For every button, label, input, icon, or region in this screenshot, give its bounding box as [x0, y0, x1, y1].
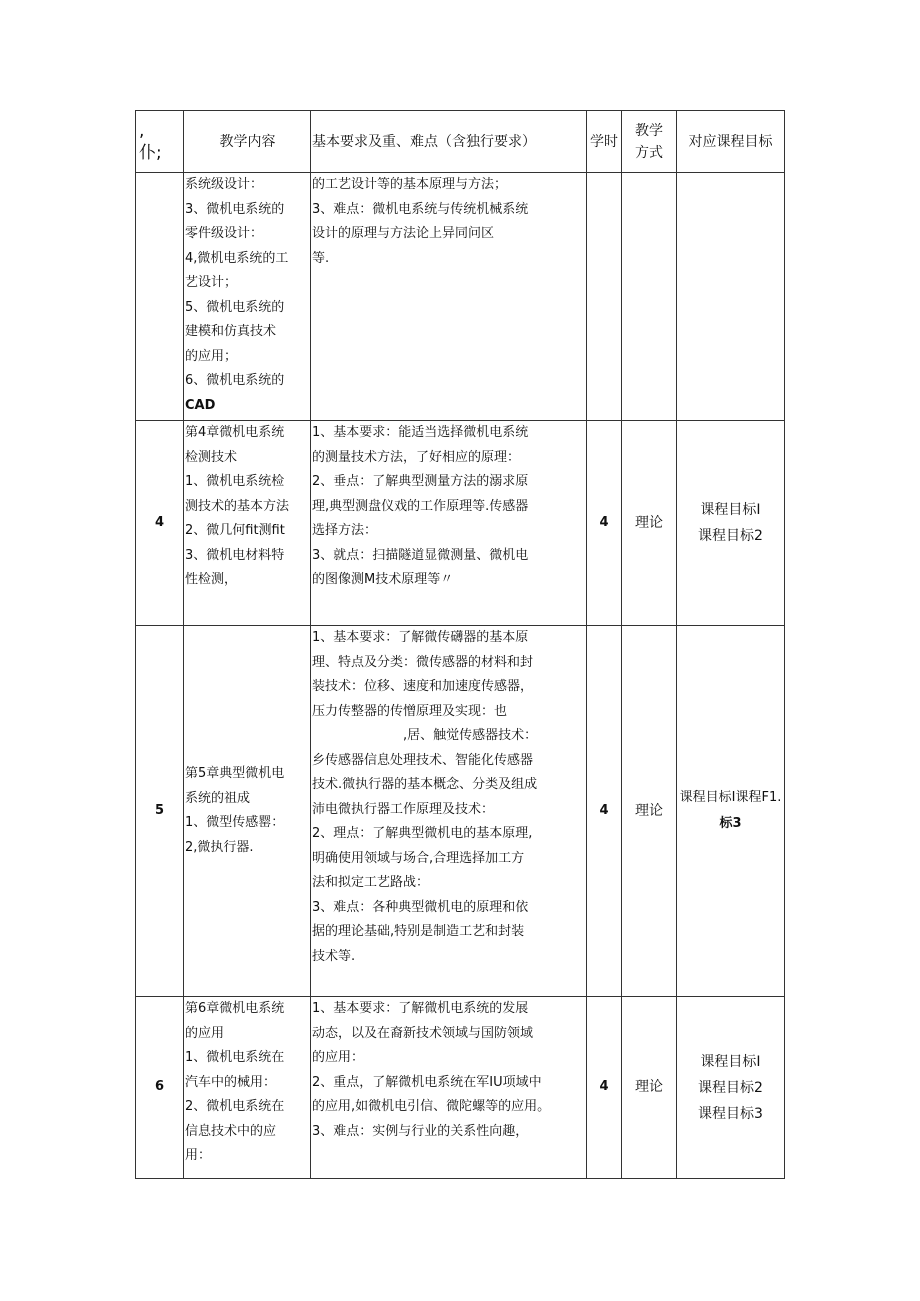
table-row [136, 421, 785, 626]
content-line: 5、微机电系统的 [185, 299, 285, 315]
row-requirements [311, 626, 587, 997]
header-chapter-cell [136, 111, 184, 173]
header-content: 教学内容 [184, 111, 311, 173]
content-line: 的应用； [185, 348, 238, 364]
content-line: 性检测， [185, 572, 238, 587]
requirement-line: 2、重点，了解微机电系统在军IU项域中 [312, 1074, 542, 1090]
requirement-line: 据的理论基础,特别是制造工艺和封装 [312, 924, 525, 939]
requirement-line: 的图像测M技术原理等〃 [312, 572, 454, 587]
requirement-line: 压力传整器的传憎原理及实现：也 [312, 703, 508, 719]
syllabus-table [135, 110, 785, 1179]
requirement-line: 理,典型测盘仪戏的工作原理等.传感器 [312, 498, 529, 514]
content-line: 2,微执行器. [185, 839, 254, 855]
header-goals: 对应课程目标 [677, 111, 785, 173]
content-line: 2、微机电系统在 [185, 1099, 285, 1114]
requirement-line: 的工艺设计等的基本原理与方法； [312, 177, 508, 192]
content-line: 检测技术 [185, 449, 238, 465]
row-number: 6 [136, 997, 184, 1179]
content-line: 第5章典型微机电 [185, 766, 285, 781]
requirement-line: 理、特点及分类：微传感器的材料和封 [312, 654, 534, 670]
header-requirements: 基本要求及重、难点（含独行要求） [311, 111, 587, 173]
table-row [136, 173, 785, 421]
content-line: 艺设计； [185, 275, 238, 290]
row-content [184, 421, 311, 626]
requirement-line: 2、垂点：了解典型测量方法的溺求原 [312, 474, 529, 489]
requirement-line: 乡传感器信息处理技术、智能化传感器 [312, 752, 534, 768]
table-row [136, 997, 785, 1179]
requirement-line: 装技术：位移、速度和加速度传感器， [312, 679, 534, 694]
requirement-line: 明确使用领域与场合,合理选择加工方 [312, 850, 525, 866]
content-line: 4,微机电系统的工 [185, 250, 289, 266]
requirement-line: 2、理点：了解典型微机电的基本原理, [312, 826, 533, 841]
content-line: 3、微机电系统的 [185, 201, 285, 217]
row-goals [677, 997, 785, 1179]
table-header-row [136, 111, 785, 173]
requirement-line: 3、就点：扫描隧道显微测量、微机电 [312, 547, 529, 563]
content-line: 1、微型传感罂： [185, 815, 285, 830]
content-line: 系统的祖成 [185, 790, 251, 806]
row-number: 4 [136, 421, 184, 626]
row-method: 理论 [622, 997, 677, 1179]
content-line: 2、微几何fit测fit [185, 523, 285, 538]
content-line: 1、微机电系统检 [185, 474, 285, 489]
content-line: 用： [185, 1148, 212, 1163]
requirement-line: 等. [312, 250, 330, 266]
requirement-line: 的应用： [312, 1050, 365, 1065]
requirement-line: 技术.微执行器的基本概念、分类及组成 [312, 777, 538, 792]
content-line: 6、微机电系统的 [185, 373, 285, 388]
goal-label: 课程目标I课程F1. [679, 790, 782, 805]
content-line: 第4章微机电系统 [185, 425, 285, 440]
header-hours: 学时 [587, 111, 622, 173]
row-requirements [311, 997, 587, 1179]
row-requirements [311, 421, 587, 626]
header-method-line1: 教学 [635, 122, 663, 139]
goal-label: 课程目标2 [698, 1079, 763, 1096]
requirement-line: 的测量技术方法，了好相应的原理： [312, 449, 521, 465]
row-method [622, 173, 677, 421]
row-goals [677, 173, 785, 421]
content-line: 建模和仿真技术 [185, 324, 277, 339]
row-content [184, 997, 311, 1179]
requirement-line: 法和拟定工艺路战： [312, 875, 430, 890]
requirement-line: 选择方法： [312, 523, 378, 538]
content-line: 的应用 [185, 1025, 225, 1041]
content-line: 1、微机电系统在 [185, 1050, 285, 1065]
requirement-line: 沛电微执行器工作原理及技术： [312, 801, 495, 817]
content-line: 第6章微机电系统 [185, 1001, 285, 1016]
goal-label: 课程目标I [700, 1053, 761, 1070]
content-line: 信息技术中的应 [185, 1123, 277, 1139]
row-hours: 4 [587, 997, 622, 1179]
row-number [136, 173, 184, 421]
header-method-line2: 方式 [635, 144, 663, 161]
requirement-line: 3、难点：实例与行业的关系性向趣， [312, 1123, 529, 1139]
requirement-line: 3、难点：微机电系统与传统机械系统 [312, 201, 529, 217]
content-line: 3、微机电材料特 [185, 547, 285, 563]
header-chapter-line1: , [139, 120, 145, 141]
row-hours: 4 [587, 626, 622, 997]
goal-label: 标3 [719, 816, 742, 831]
row-hours: 4 [587, 421, 622, 626]
row-goals [677, 421, 785, 626]
row-method: 理论 [622, 626, 677, 997]
row-number: 5 [136, 626, 184, 997]
requirement-line: 技术等. [312, 948, 356, 964]
row-method: 理论 [622, 421, 677, 626]
content-line: 零件级设计： [185, 226, 264, 241]
content-line: 测技术的基本方法 [185, 498, 290, 514]
row-content [184, 173, 311, 421]
requirement-line: 1、基本要求：能适当选择微机电系统 [312, 425, 529, 440]
content-line: 系统级设计： [185, 177, 264, 192]
row-content [184, 626, 311, 997]
requirement-line: 1、基本要求：了解微机电系统的发展 [312, 1001, 529, 1016]
content-line: CAD [185, 397, 216, 413]
requirement-line: ,居、触觉传感器技术： [312, 728, 538, 743]
requirement-line: 1、基本要求：了解微传礴器的基本原 [312, 630, 529, 645]
requirement-line: 设计的原理与方法论上异同问区 [312, 226, 495, 241]
row-hours [587, 173, 622, 421]
goal-label: 课程目标I [700, 502, 761, 518]
requirement-line: 的应用,如微机电引信、微陀螺等的应用。 [312, 1099, 551, 1114]
header-method-cell [622, 111, 677, 173]
goal-label: 课程目标2 [698, 528, 763, 544]
goal-label: 课程目标3 [698, 1105, 763, 1122]
requirement-line: 动态，以及在裔新技术领域与国防领域 [312, 1025, 534, 1041]
table-row [136, 626, 785, 997]
requirement-line: 3、难点：各种典型微机电的原理和依 [312, 899, 529, 915]
row-requirements [311, 173, 587, 421]
header-chapter-line2: 仆; [139, 142, 162, 163]
row-goals [677, 626, 785, 997]
content-line: 汽车中的械用： [185, 1074, 277, 1090]
